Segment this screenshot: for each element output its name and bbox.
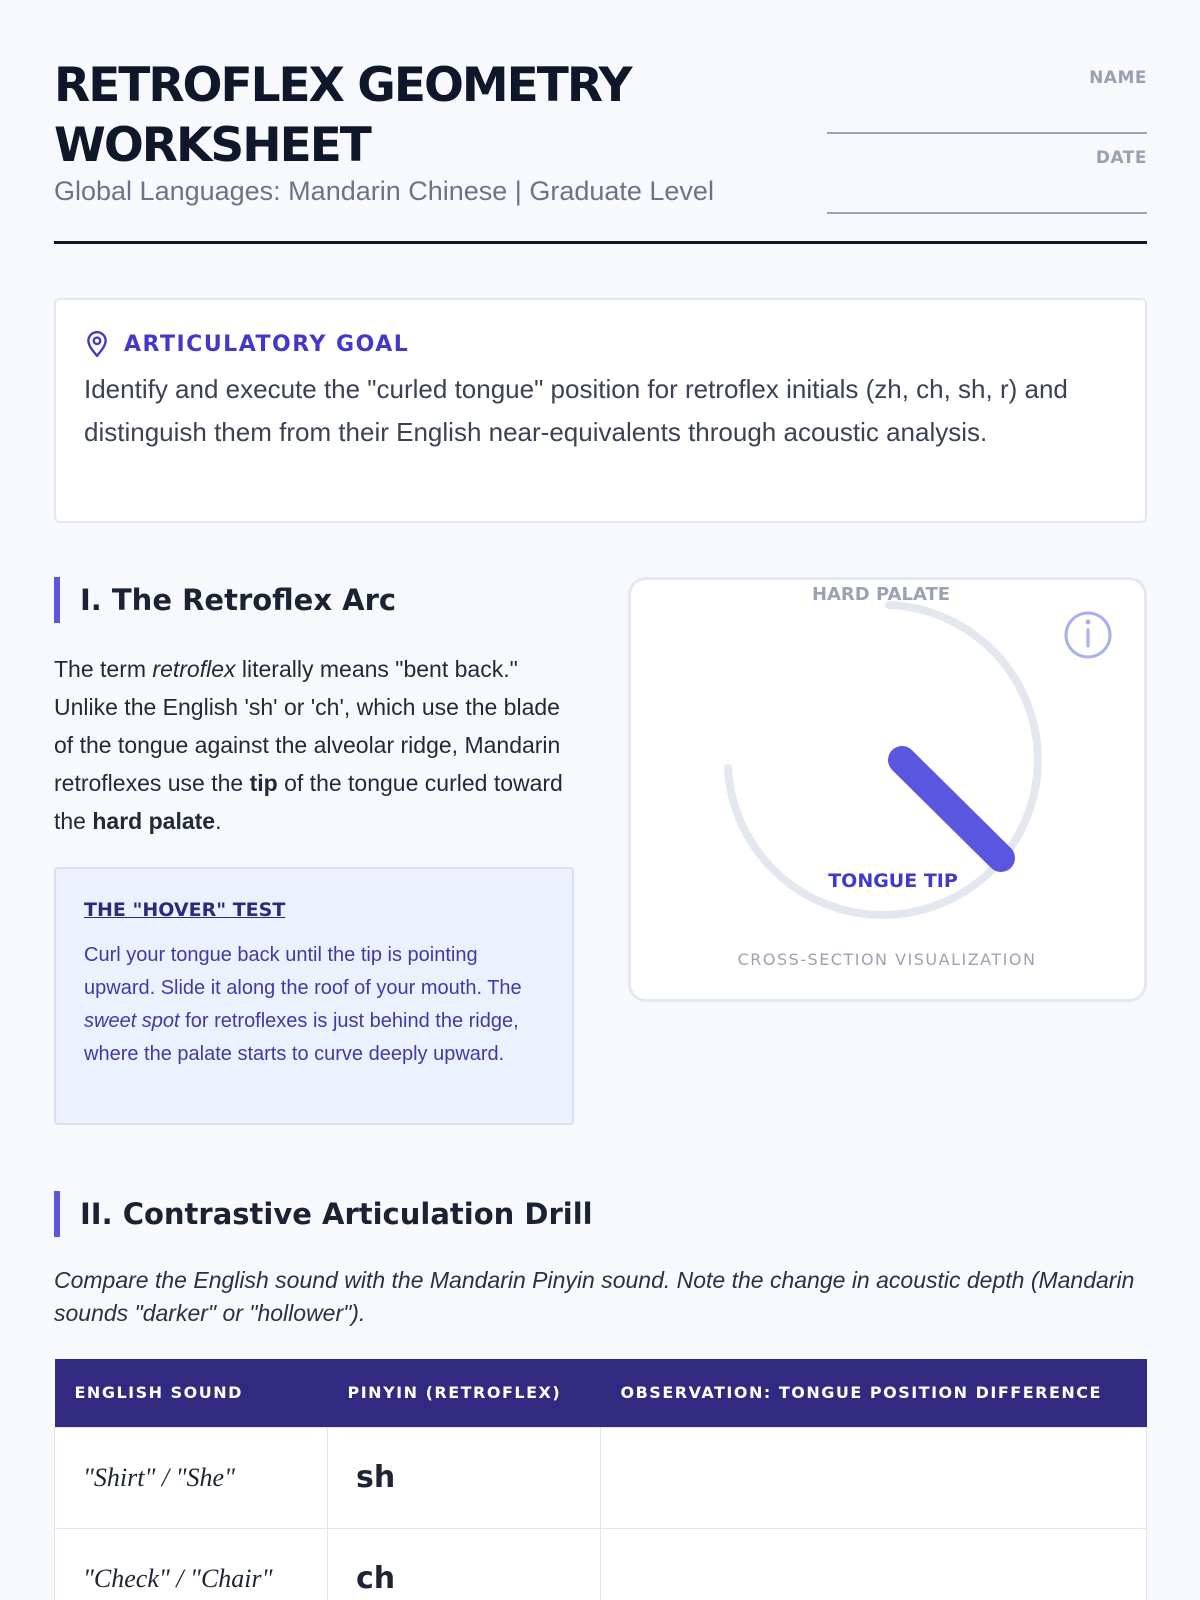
observation-cell[interactable]	[601, 1427, 1147, 1528]
hover-text-part: Curl your tongue back until the tip is pointing upward. Slide it along the roof of your mouth. The	[84, 944, 522, 999]
pinyin-cell	[328, 1427, 601, 1528]
body-text-part: literally means "bent back." Unlike the English 'sh' or 'ch', which use the blade of the tongue against the alveolar ridge, Mandarin retroflexes use the	[54, 656, 561, 796]
goal-text: Identify and execute the "curled tongue" position for retroflex initials (zh, ch, sh, r) and distinguish them from their English near-equivalents through acoustic analysis.	[84, 374, 1068, 447]
hover-test-title: THE "HOVER" TEST	[84, 899, 286, 921]
column-header-observation: OBSERVATION: TONGUE POSITION DIFFERENCE	[601, 1359, 1147, 1427]
date-field[interactable]	[827, 136, 1147, 214]
page-subtitle: Global Languages: Mandarin Chinese | Graduate Level	[54, 176, 714, 206]
goal-heading	[84, 330, 409, 358]
body-bold: hard palate	[92, 808, 216, 834]
cross-section-diagram	[628, 577, 1147, 1002]
section-2-heading: II. Contrastive Articulation Drill	[54, 1191, 593, 1237]
name-label: NAME	[1089, 68, 1147, 88]
column-header-english: ENGLISH SOUND	[55, 1359, 328, 1427]
pinyin-sound: ch	[356, 1561, 396, 1596]
worksheet-header	[54, 56, 1147, 244]
english-sound: "Check" / "Chair"	[83, 1563, 273, 1593]
english-cell	[55, 1427, 328, 1528]
hover-emphasis: sweet spot	[84, 1010, 180, 1032]
location-pin-icon	[84, 330, 110, 358]
body-text-part: of the tongue curled toward the	[54, 770, 563, 834]
table-header-row	[55, 1359, 1147, 1427]
section-1-heading: I. The Retroflex Arc	[54, 577, 396, 623]
tongue-shape	[902, 760, 1001, 858]
diagram-canvas	[631, 580, 1144, 999]
drill-intro: Compare the English sound with the Mandarin Pinyin sound. Note the change in acoustic depth (Mandarin sounds "darker" or "hollower").	[54, 1267, 1135, 1326]
palate-arc	[728, 605, 1038, 915]
section-1-body	[54, 650, 574, 840]
table-row	[55, 1528, 1147, 1600]
hover-test-text	[84, 939, 554, 1071]
hover-text-part: for retroflexes is just behind the ridge, where the palate starts to curve deeply upward.	[84, 1010, 519, 1065]
body-text-part: .	[215, 808, 222, 834]
table-row	[55, 1427, 1147, 1528]
pinyin-sound: sh	[356, 1460, 396, 1495]
english-sound: "Shirt" / "She"	[83, 1462, 236, 1492]
diagram-caption: CROSS-SECTION VISUALIZATION	[737, 950, 1037, 969]
english-cell	[55, 1528, 328, 1600]
body-text-part: The term	[54, 656, 153, 682]
body-emphasis: retroflex	[152, 656, 236, 682]
articulatory-goal-card	[54, 298, 1147, 523]
observation-cell[interactable]	[601, 1528, 1147, 1600]
info-icon[interactable]	[1066, 613, 1110, 657]
goal-title: ARTICULATORY GOAL	[124, 331, 410, 357]
page-title: RETROFLEX GEOMETRY WORKSHEET	[54, 58, 631, 173]
hover-test-callout	[54, 867, 574, 1125]
name-field[interactable]	[827, 56, 1147, 134]
date-label: DATE	[1095, 148, 1147, 168]
tongue-tip-label: TONGUE TIP	[828, 870, 958, 892]
pinyin-cell	[328, 1528, 601, 1600]
drill-table	[54, 1359, 1147, 1600]
worksheet-page	[54, 0, 1147, 1600]
body-bold: tip	[249, 770, 278, 796]
hard-palate-label: HARD PALATE	[811, 584, 951, 605]
column-header-pinyin: PINYIN (RETROFLEX)	[328, 1359, 601, 1427]
